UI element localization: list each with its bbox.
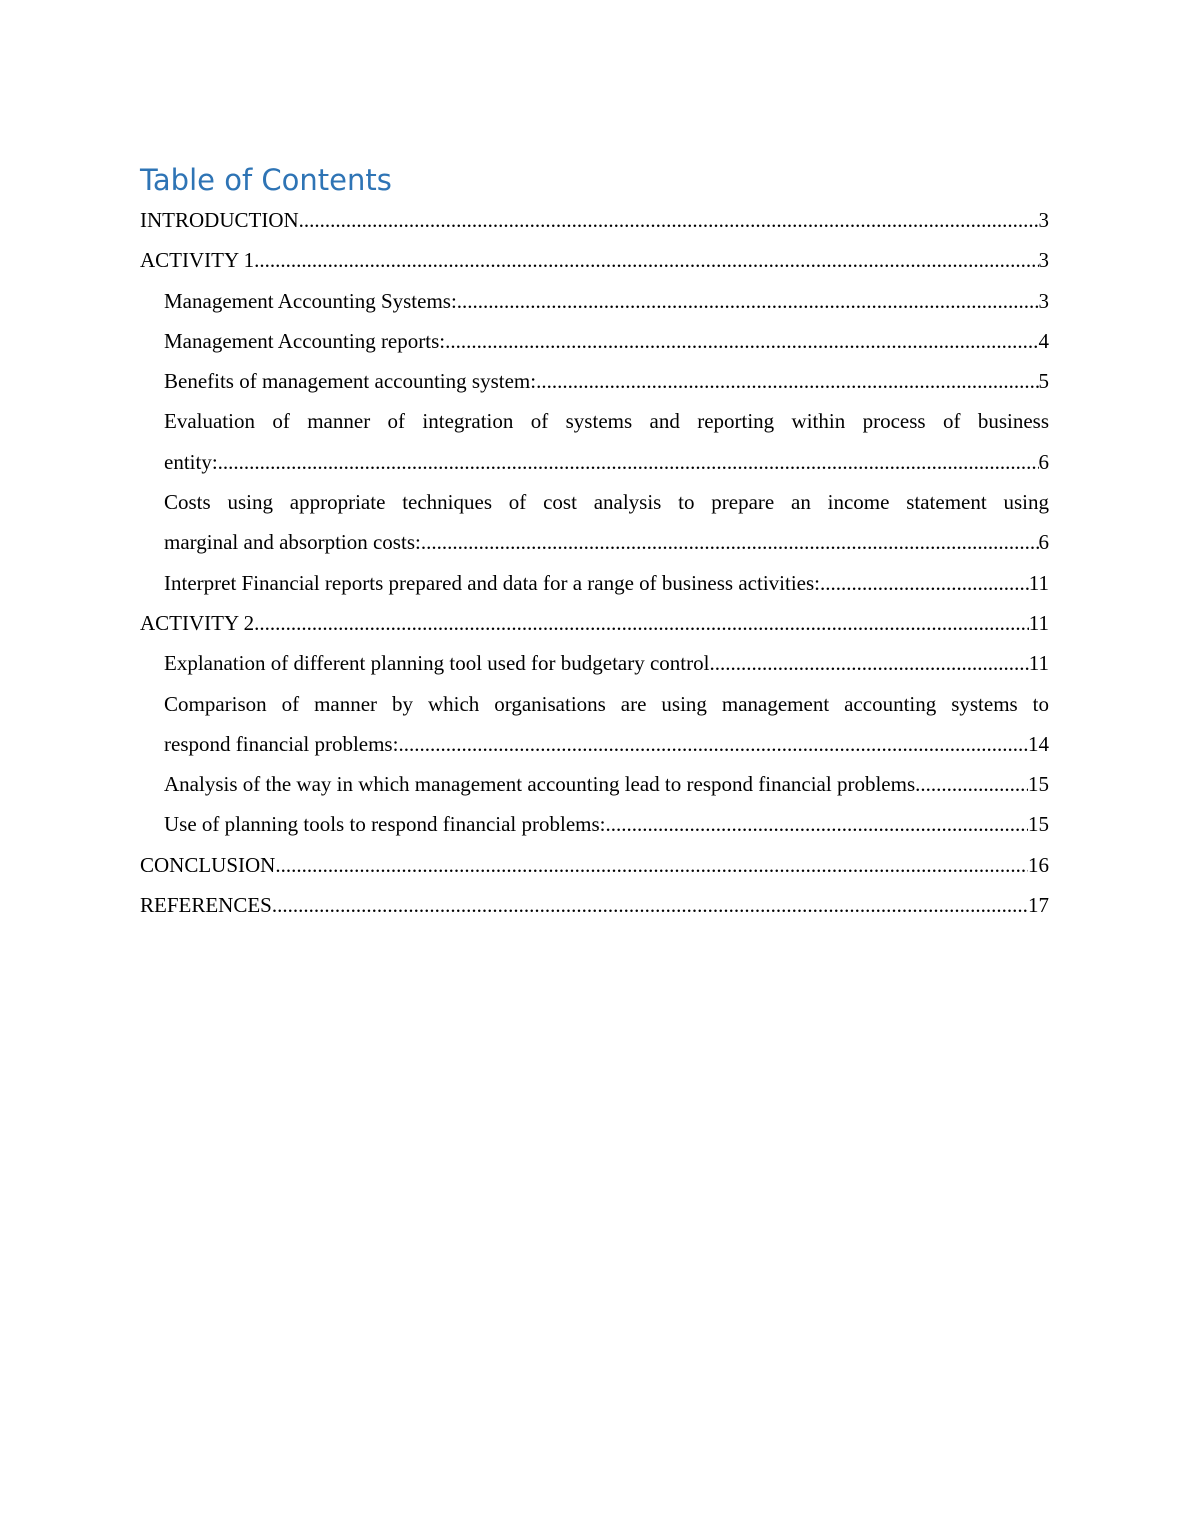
toc-leader (398, 724, 1028, 764)
toc-entry-management-accounting-reports[interactable] (140, 321, 1049, 361)
toc-page-number: 3 (1038, 248, 1049, 273)
document-page (140, 160, 1049, 925)
toc-page-number: 5 (1038, 369, 1049, 394)
toc-page-number: 14 (1028, 731, 1049, 756)
toc-entry-last-line (164, 724, 1049, 764)
toc-page-number: 3 (1038, 208, 1049, 232)
toc-entry-interpret-financial-reports[interactable] (140, 563, 1049, 603)
toc-page-number: 6 (1038, 449, 1049, 474)
toc-entry-text: REFERENCES (140, 893, 272, 918)
toc-entry-text-line-2: respond financial problems: (164, 731, 399, 756)
toc-entry-text: ACTIVITY 2 (140, 610, 255, 635)
toc-entry-text: Interpret Financial reports prepared and data for a range of business activities: (164, 570, 820, 595)
toc-leader (920, 764, 1028, 804)
toc-entry-costs[interactable] (140, 482, 1049, 563)
toc-page-number: 4 (1038, 328, 1049, 353)
toc-entry-text-line-2: marginal and absorption costs: (164, 530, 421, 555)
toc-entry-text: Management Accounting reports: (164, 328, 446, 353)
toc-leader (709, 643, 1028, 683)
toc-entry-text: INTRODUCTION (140, 208, 299, 232)
toc-page-number: 15 (1028, 812, 1049, 837)
toc-entry-last-line (164, 442, 1049, 482)
toc-entry-text: CONCLUSION (140, 852, 276, 877)
toc-entry-references[interactable] (140, 885, 1049, 925)
toc-entry-activity-1[interactable] (140, 240, 1049, 280)
toc-page-number: 3 (1038, 288, 1049, 313)
toc-leader (272, 885, 1028, 925)
toc-entry-comparison[interactable] (140, 684, 1049, 765)
toc-entry-text-line-1: Evaluation of manner of integration of systems and reporting within process of business (164, 409, 1049, 434)
toc-entry-evaluation[interactable] (140, 401, 1049, 482)
toc-page-number: 17 (1028, 893, 1049, 918)
toc-leader (254, 240, 1038, 280)
toc-page-number: 16 (1028, 852, 1049, 877)
toc-title: Table of Contents (140, 163, 392, 197)
toc-page-number: 15 (1028, 772, 1049, 797)
toc-entry-management-accounting-systems[interactable] (140, 281, 1049, 321)
toc-leader (218, 442, 1039, 482)
toc-entry-text: Explanation of different planning tool used for budgetary control (164, 651, 710, 676)
toc-leader (421, 522, 1039, 562)
toc-entry-text-line-2: entity: (164, 449, 218, 474)
toc-entry-conclusion[interactable] (140, 845, 1049, 885)
toc-entry-text-line-1: Comparison of manner by which organisations are using management accounting systems to (164, 691, 1049, 716)
toc-leader (299, 200, 1039, 240)
toc-page-number: 6 (1038, 530, 1049, 555)
toc-entry-analysis[interactable] (140, 764, 1049, 804)
toc-leader (445, 321, 1038, 361)
toc-leader (820, 563, 1029, 603)
toc-leader (254, 603, 1029, 643)
toc-entry-text: ACTIVITY 1 (140, 248, 255, 273)
toc-entry-text: Analysis of the way in which management accounting lead to respond financial problems. (164, 772, 921, 797)
toc-leader (606, 804, 1028, 844)
toc-leader (536, 361, 1038, 401)
toc-entry-activity-2[interactable] (140, 603, 1049, 643)
toc-leader (275, 845, 1028, 885)
toc-entry-text: Benefits of management accounting system: (164, 369, 537, 394)
toc-entry-use-of-planning-tools[interactable] (140, 804, 1049, 844)
toc-list (140, 200, 1049, 925)
toc-entry-text-line-1: Costs using appropriate techniques of cost analysis to prepare an income statement using (164, 490, 1049, 515)
toc-page-number: 11 (1028, 570, 1049, 595)
toc-entry-last-line (164, 522, 1049, 562)
toc-entry-text: Management Accounting Systems: (164, 288, 457, 313)
toc-leader (457, 281, 1039, 321)
toc-entry-benefits[interactable] (140, 361, 1049, 401)
toc-page-number: 11 (1028, 651, 1049, 676)
toc-entry-introduction[interactable] (140, 200, 1049, 240)
toc-page-number: 11 (1028, 610, 1049, 635)
toc-entry-text: Use of planning tools to respond financial problems: (164, 812, 606, 837)
toc-entry-planning-tool[interactable] (140, 643, 1049, 683)
